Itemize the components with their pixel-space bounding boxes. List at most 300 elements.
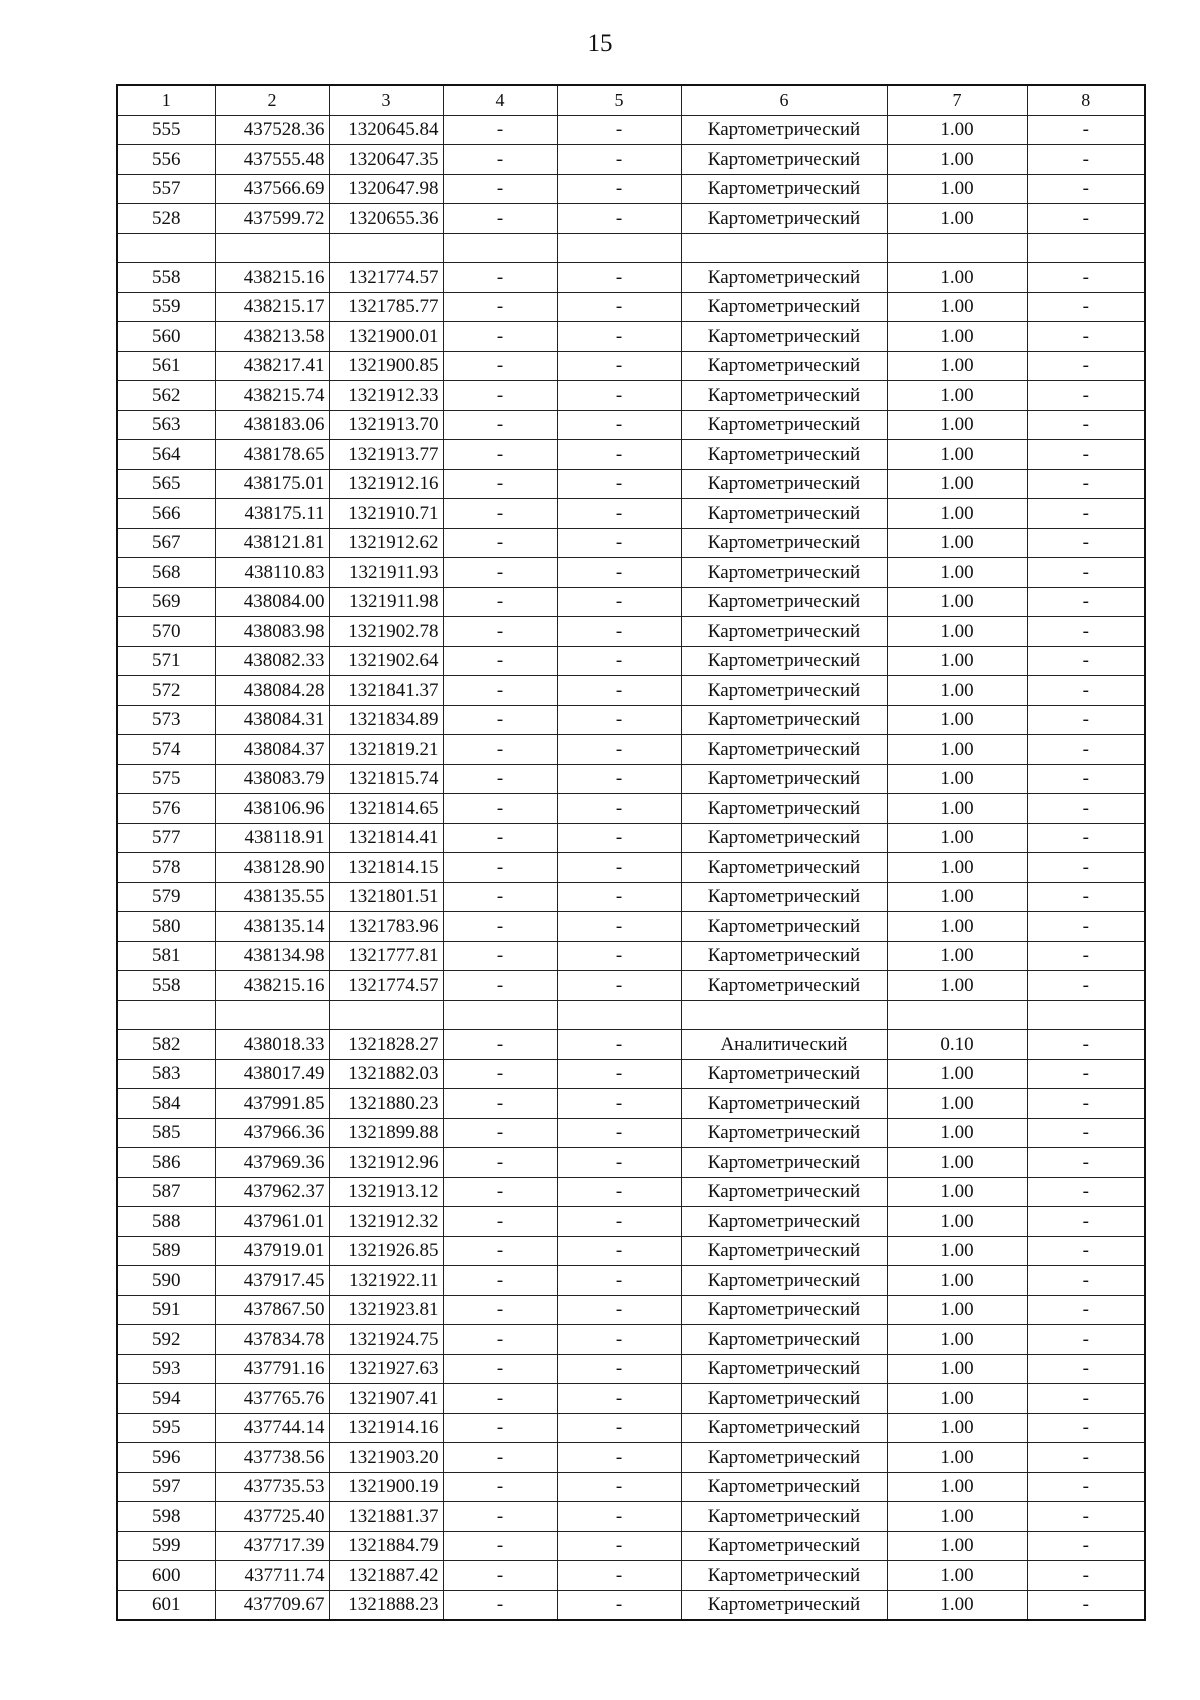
table-cell: -	[1027, 528, 1145, 558]
table-cell: 1321911.93	[329, 558, 443, 588]
table-cell: -	[443, 705, 557, 735]
table-cell: -	[557, 941, 681, 971]
table-cell: Картометрический	[681, 263, 887, 293]
table-cell: -	[1027, 1059, 1145, 1089]
table-row	[117, 1000, 1145, 1030]
table-cell: 437867.50	[215, 1295, 329, 1325]
table-cell: 575	[117, 764, 215, 794]
table-cell: 438178.65	[215, 440, 329, 470]
table-row	[117, 1561, 1145, 1591]
table-cell: 1.00	[887, 1266, 1027, 1296]
table-cell: 437566.69	[215, 174, 329, 204]
table-cell: 1321912.32	[329, 1207, 443, 1237]
table-cell: 438128.90	[215, 853, 329, 883]
table-cell: Картометрический	[681, 1177, 887, 1207]
table-cell: -	[443, 1089, 557, 1119]
table-cell: -	[557, 676, 681, 706]
table-cell: -	[1027, 174, 1145, 204]
table-cell: 1.00	[887, 1502, 1027, 1532]
table-cell: 1.00	[887, 882, 1027, 912]
table-cell: 438215.74	[215, 381, 329, 411]
table-cell: -	[1027, 1089, 1145, 1119]
table-cell: 563	[117, 410, 215, 440]
table-cell: Картометрический	[681, 1325, 887, 1355]
table-cell: 1320645.84	[329, 115, 443, 145]
table-cell: -	[443, 1443, 557, 1473]
column-header: 3	[329, 85, 443, 115]
table-cell: 567	[117, 528, 215, 558]
table-cell: -	[1027, 292, 1145, 322]
table-cell: -	[557, 1207, 681, 1237]
table-cell: -	[443, 1384, 557, 1414]
table-cell: -	[443, 617, 557, 647]
table-cell: 1321899.88	[329, 1118, 443, 1148]
table-cell: -	[557, 646, 681, 676]
coordinates-table	[116, 84, 1146, 1621]
table-cell: 438213.58	[215, 322, 329, 352]
table-cell: 1321926.85	[329, 1236, 443, 1266]
table-cell: 574	[117, 735, 215, 765]
table-cell: 1.00	[887, 617, 1027, 647]
table-cell: 571	[117, 646, 215, 676]
table-row	[117, 351, 1145, 381]
table-cell: Картометрический	[681, 174, 887, 204]
table-cell: -	[1027, 853, 1145, 883]
table-cell	[557, 233, 681, 263]
table-cell: 1321900.01	[329, 322, 443, 352]
table-cell: -	[443, 676, 557, 706]
table-cell: 1.00	[887, 440, 1027, 470]
table-cell: -	[443, 381, 557, 411]
table-cell: 577	[117, 823, 215, 853]
table-cell: Картометрический	[681, 1089, 887, 1119]
table-cell: Картометрический	[681, 1561, 887, 1591]
table-cell: Картометрический	[681, 1472, 887, 1502]
table-cell: -	[1027, 1177, 1145, 1207]
table-cell: 1321913.12	[329, 1177, 443, 1207]
table-cell: Картометрический	[681, 735, 887, 765]
column-header: 6	[681, 85, 887, 115]
table-cell: 599	[117, 1531, 215, 1561]
table-cell: 1321900.85	[329, 351, 443, 381]
table-cell: -	[1027, 617, 1145, 647]
table-cell: -	[1027, 204, 1145, 234]
table-row	[117, 558, 1145, 588]
table-cell: 1321774.57	[329, 263, 443, 293]
table-cell: -	[443, 1561, 557, 1591]
table-cell: -	[557, 1177, 681, 1207]
table-row	[117, 676, 1145, 706]
table-cell: -	[557, 292, 681, 322]
table-cell: Картометрический	[681, 853, 887, 883]
table-row	[117, 322, 1145, 352]
table-cell: 437961.01	[215, 1207, 329, 1237]
table-cell: 560	[117, 322, 215, 352]
table-cell: 438084.28	[215, 676, 329, 706]
table-row	[117, 1590, 1145, 1620]
table-cell: 438175.11	[215, 499, 329, 529]
table-cell: 1.00	[887, 381, 1027, 411]
table-cell: Картометрический	[681, 499, 887, 529]
table-row	[117, 115, 1145, 145]
table-cell: -	[557, 1295, 681, 1325]
table-cell: -	[1027, 558, 1145, 588]
table-cell: Картометрический	[681, 1266, 887, 1296]
table-cell: 1.00	[887, 263, 1027, 293]
table-cell: -	[1027, 351, 1145, 381]
table-cell: 1321841.37	[329, 676, 443, 706]
table-body	[117, 115, 1145, 1620]
table-cell: 558	[117, 263, 215, 293]
table-cell: 562	[117, 381, 215, 411]
table-cell: -	[1027, 912, 1145, 942]
table-cell: 1.00	[887, 1413, 1027, 1443]
table-cell: 438118.91	[215, 823, 329, 853]
table-cell: 1321815.74	[329, 764, 443, 794]
table-cell: -	[557, 351, 681, 381]
table-cell: 438018.33	[215, 1030, 329, 1060]
table-row	[117, 1207, 1145, 1237]
table-cell: 1.00	[887, 971, 1027, 1001]
table-cell: Картометрический	[681, 469, 887, 499]
table-cell: Картометрический	[681, 1059, 887, 1089]
table-row	[117, 1472, 1145, 1502]
table-cell: -	[1027, 735, 1145, 765]
table-cell: -	[1027, 1207, 1145, 1237]
table-cell: 437966.36	[215, 1118, 329, 1148]
table-cell: 586	[117, 1148, 215, 1178]
table-cell: -	[1027, 1325, 1145, 1355]
table-cell: -	[443, 204, 557, 234]
table-cell: Картометрический	[681, 558, 887, 588]
table-cell: 1.00	[887, 145, 1027, 175]
table-cell: 555	[117, 115, 215, 145]
table-cell: 1321880.23	[329, 1089, 443, 1119]
table-cell: 592	[117, 1325, 215, 1355]
table-cell: Картометрический	[681, 1236, 887, 1266]
table-cell: 438084.37	[215, 735, 329, 765]
table-cell: -	[1027, 676, 1145, 706]
table-cell: 1321912.33	[329, 381, 443, 411]
table-cell: -	[443, 1502, 557, 1532]
table-cell: -	[1027, 1384, 1145, 1414]
table-cell: 437969.36	[215, 1148, 329, 1178]
table-cell: 585	[117, 1118, 215, 1148]
table-row	[117, 469, 1145, 499]
table-row	[117, 174, 1145, 204]
table-cell: Картометрический	[681, 617, 887, 647]
table-cell: -	[557, 1561, 681, 1591]
table-cell: -	[443, 587, 557, 617]
table-cell	[215, 233, 329, 263]
table-cell: 1321783.96	[329, 912, 443, 942]
table-cell: -	[443, 971, 557, 1001]
table-cell: -	[1027, 1472, 1145, 1502]
table-cell: -	[443, 1413, 557, 1443]
table-cell: -	[443, 469, 557, 499]
table-cell: -	[1027, 1030, 1145, 1060]
table-cell: 438106.96	[215, 794, 329, 824]
table-cell: -	[443, 174, 557, 204]
table-cell: -	[1027, 1148, 1145, 1178]
table-cell: 1.00	[887, 558, 1027, 588]
table-cell: 438084.31	[215, 705, 329, 735]
table-cell: 1321927.63	[329, 1354, 443, 1384]
table-cell: 437725.40	[215, 1502, 329, 1532]
table-cell: 1.00	[887, 1207, 1027, 1237]
table-row	[117, 1502, 1145, 1532]
table-cell: Картометрический	[681, 145, 887, 175]
table-cell: -	[1027, 322, 1145, 352]
table-cell: -	[443, 263, 557, 293]
table-cell: -	[443, 1207, 557, 1237]
table-cell: -	[443, 941, 557, 971]
column-header: 2	[215, 85, 329, 115]
page-number: 15	[587, 30, 613, 57]
table-cell: Картометрический	[681, 1384, 887, 1414]
table-cell: -	[557, 1089, 681, 1119]
table-cell: 564	[117, 440, 215, 470]
table-cell: 1.00	[887, 1354, 1027, 1384]
table-cell: 1.00	[887, 351, 1027, 381]
table-cell: 1321910.71	[329, 499, 443, 529]
table-cell: 437528.36	[215, 115, 329, 145]
table-cell: 1.00	[887, 735, 1027, 765]
table-cell: 1320647.98	[329, 174, 443, 204]
table-row	[117, 794, 1145, 824]
table-cell: 1.00	[887, 794, 1027, 824]
table-cell: -	[443, 735, 557, 765]
table-row	[117, 381, 1145, 411]
table-cell: -	[1027, 1236, 1145, 1266]
table-cell: 1321912.96	[329, 1148, 443, 1178]
table-cell: -	[557, 617, 681, 647]
table-row	[117, 764, 1145, 794]
table-cell: 528	[117, 204, 215, 234]
table-cell: Картометрический	[681, 1502, 887, 1532]
table-cell: 438082.33	[215, 646, 329, 676]
table-cell: 1.00	[887, 499, 1027, 529]
table-cell: 1.00	[887, 115, 1027, 145]
table-cell: -	[443, 1148, 557, 1178]
table-cell: -	[557, 528, 681, 558]
table-cell	[1027, 233, 1145, 263]
table-cell: 438215.16	[215, 971, 329, 1001]
column-header: 8	[1027, 85, 1145, 115]
table-cell: Картометрический	[681, 292, 887, 322]
table-cell: 572	[117, 676, 215, 706]
table-row	[117, 1059, 1145, 1089]
table-cell: Картометрический	[681, 676, 887, 706]
table-cell: -	[443, 646, 557, 676]
table-cell: -	[557, 1502, 681, 1532]
table-cell: -	[1027, 1443, 1145, 1473]
table-cell: Картометрический	[681, 322, 887, 352]
table-row	[117, 1177, 1145, 1207]
table-cell: 1.00	[887, 823, 1027, 853]
table-cell: 1321774.57	[329, 971, 443, 1001]
table-cell: -	[443, 1177, 557, 1207]
table-cell: 1321887.42	[329, 1561, 443, 1591]
table-cell: 437919.01	[215, 1236, 329, 1266]
table-cell: Картометрический	[681, 794, 887, 824]
table-cell: -	[1027, 1590, 1145, 1620]
table-cell: 583	[117, 1059, 215, 1089]
table-cell	[117, 1000, 215, 1030]
table-cell: 1.00	[887, 705, 1027, 735]
table-cell: Картометрический	[681, 1118, 887, 1148]
table-cell: 437791.16	[215, 1354, 329, 1384]
table-row	[117, 1413, 1145, 1443]
table-cell: 578	[117, 853, 215, 883]
table-cell: 438084.00	[215, 587, 329, 617]
table-row	[117, 705, 1145, 735]
table-cell: -	[557, 971, 681, 1001]
table-cell: -	[557, 1059, 681, 1089]
table-cell: -	[557, 794, 681, 824]
table-cell: Картометрический	[681, 1207, 887, 1237]
table-row	[117, 410, 1145, 440]
table-cell: 437709.67	[215, 1590, 329, 1620]
table-row	[117, 971, 1145, 1001]
table-row	[117, 912, 1145, 942]
table-cell: 438017.49	[215, 1059, 329, 1089]
table-cell: -	[1027, 1118, 1145, 1148]
table-cell: -	[443, 853, 557, 883]
table-cell: -	[443, 1325, 557, 1355]
table-cell: -	[557, 735, 681, 765]
table-cell: 1321923.81	[329, 1295, 443, 1325]
table-cell: 1.00	[887, 1295, 1027, 1325]
table-cell: -	[557, 823, 681, 853]
table-cell: 1321777.81	[329, 941, 443, 971]
table-cell: Картометрический	[681, 941, 887, 971]
table-row	[117, 1030, 1145, 1060]
table-row	[117, 1384, 1145, 1414]
table-cell: -	[557, 440, 681, 470]
table-cell: Картометрический	[681, 1148, 887, 1178]
column-header: 7	[887, 85, 1027, 115]
table-cell: Картометрический	[681, 1590, 887, 1620]
table-cell	[887, 233, 1027, 263]
table-cell: 576	[117, 794, 215, 824]
table-cell: -	[1027, 1502, 1145, 1532]
table-cell: -	[557, 469, 681, 499]
table-cell: 1320647.35	[329, 145, 443, 175]
table-row	[117, 145, 1145, 175]
table-cell: 1.00	[887, 204, 1027, 234]
table-cell: 438135.14	[215, 912, 329, 942]
table-cell: 438183.06	[215, 410, 329, 440]
table-cell: -	[443, 322, 557, 352]
table-cell: 1321913.77	[329, 440, 443, 470]
table-cell: -	[1027, 646, 1145, 676]
table-row	[117, 853, 1145, 883]
table-row	[117, 1325, 1145, 1355]
table-cell: -	[557, 587, 681, 617]
table-cell: -	[557, 499, 681, 529]
table-cell: -	[1027, 499, 1145, 529]
table-cell: 1321884.79	[329, 1531, 443, 1561]
table-cell: Картометрический	[681, 587, 887, 617]
table-cell: 1.00	[887, 410, 1027, 440]
table-cell: 559	[117, 292, 215, 322]
table-cell: -	[557, 1148, 681, 1178]
table-cell: 1321888.23	[329, 1590, 443, 1620]
table-cell: 1.00	[887, 1089, 1027, 1119]
table-cell: Картометрический	[681, 1531, 887, 1561]
table-cell: -	[557, 764, 681, 794]
table-cell: 438083.98	[215, 617, 329, 647]
table-cell: 1321903.20	[329, 1443, 443, 1473]
table-cell: 1321912.62	[329, 528, 443, 558]
table-cell: -	[557, 174, 681, 204]
table-cell	[443, 233, 557, 263]
table-cell: Картометрический	[681, 646, 887, 676]
table-cell: -	[443, 1059, 557, 1089]
table-cell: 1.00	[887, 1177, 1027, 1207]
table-cell: 437765.76	[215, 1384, 329, 1414]
table-cell: 573	[117, 705, 215, 735]
table-cell: -	[1027, 1266, 1145, 1296]
table-cell: -	[1027, 971, 1145, 1001]
table-cell: 438135.55	[215, 882, 329, 912]
table-cell: -	[557, 1236, 681, 1266]
table-cell: 600	[117, 1561, 215, 1591]
table-cell: -	[443, 1236, 557, 1266]
table-row	[117, 1118, 1145, 1148]
table-cell: 591	[117, 1295, 215, 1325]
table-cell: Картометрический	[681, 1413, 887, 1443]
table-cell: -	[1027, 145, 1145, 175]
table-cell: 437735.53	[215, 1472, 329, 1502]
table-cell: 561	[117, 351, 215, 381]
table-cell: -	[557, 1472, 681, 1502]
table-cell: Аналитический	[681, 1030, 887, 1060]
table-cell: -	[557, 853, 681, 883]
table-cell: -	[1027, 587, 1145, 617]
table-cell: Картометрический	[681, 351, 887, 381]
table-cell: -	[1027, 1354, 1145, 1384]
table-cell: Картометрический	[681, 1354, 887, 1384]
table-cell: -	[1027, 941, 1145, 971]
table-cell: -	[1027, 1531, 1145, 1561]
table-cell: 1.00	[887, 853, 1027, 883]
table-cell: 438217.41	[215, 351, 329, 381]
table-cell: -	[557, 145, 681, 175]
table-cell: 437599.72	[215, 204, 329, 234]
table-cell: -	[443, 823, 557, 853]
table-cell: -	[557, 263, 681, 293]
table-cell: 589	[117, 1236, 215, 1266]
table-cell: 598	[117, 1502, 215, 1532]
table-row	[117, 1354, 1145, 1384]
table-cell: Картометрический	[681, 381, 887, 411]
table-cell: 1.00	[887, 322, 1027, 352]
table-cell: 437717.39	[215, 1531, 329, 1561]
table-cell: 1.00	[887, 764, 1027, 794]
table-row	[117, 823, 1145, 853]
table-cell: 569	[117, 587, 215, 617]
table-cell: Картометрический	[681, 204, 887, 234]
table-row	[117, 882, 1145, 912]
table-cell: -	[443, 794, 557, 824]
table-row	[117, 1148, 1145, 1178]
table-cell: 1.00	[887, 1325, 1027, 1355]
table-cell: 1.00	[887, 941, 1027, 971]
table-cell	[557, 1000, 681, 1030]
table-row	[117, 499, 1145, 529]
